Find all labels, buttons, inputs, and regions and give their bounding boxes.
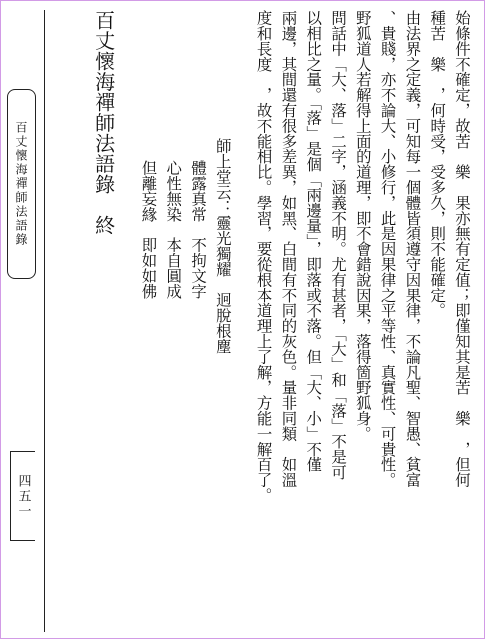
verse-line: 體露真常 不拘文字 [189,160,208,299]
book-title-label: 百丈懷海禪師法語錄 [14,121,28,247]
text-column: 以相比之量。「落」是個「兩邊量」，即落或不落。但「大、小」不僅 [304,10,323,472]
verse-line: 心性無染 本自圓成 [164,160,183,299]
verse-intro: 師上堂云：靈光獨耀 迥脫根塵 [213,138,232,354]
margin-divider [44,10,45,632]
verse-line: 但離妄緣 即如如佛 [139,160,158,299]
text-column: 野狐道人若解得上面的道理，即不會錯說因果，落得箇野狐身。 [353,10,372,442]
text-column: 種苦 樂 ，何時受，受多久，則不能確定。 [428,10,447,318]
text-column: 度和長度 ，故不能相比。學習，要從根本道理上了解，方能一解百了。 [254,10,273,503]
text-column: 由法界之定義，可知每一個體皆須遵守因果律，不論凡聖、智愚、貧富 [403,10,422,488]
text-column: 、貴賤，亦不論大、小修行，此是因果律之平等性、真實性、可貴性。 [378,10,397,488]
column-spacer [235,10,251,632]
text-column: 始條件不確定，故苦 樂 果亦無有定值；即僅知其是苦 樂 ，但何 [453,10,471,488]
book-title-tab [7,89,36,279]
column-spacer [118,10,136,632]
page-number-box [10,451,35,541]
text-column: 問話中「大、落」二字，涵義不明。尤有甚者，「大」和「落」不是可 [329,10,348,480]
end-title: 百丈懷海禪師法語錄 終 [91,10,116,236]
text-column: 兩邊，其間還有很多差異，如黑、白間有不同的灰色。量非同類 如溫 [279,10,298,488]
page-body [54,10,474,632]
page-number: 四五一 [15,473,31,519]
